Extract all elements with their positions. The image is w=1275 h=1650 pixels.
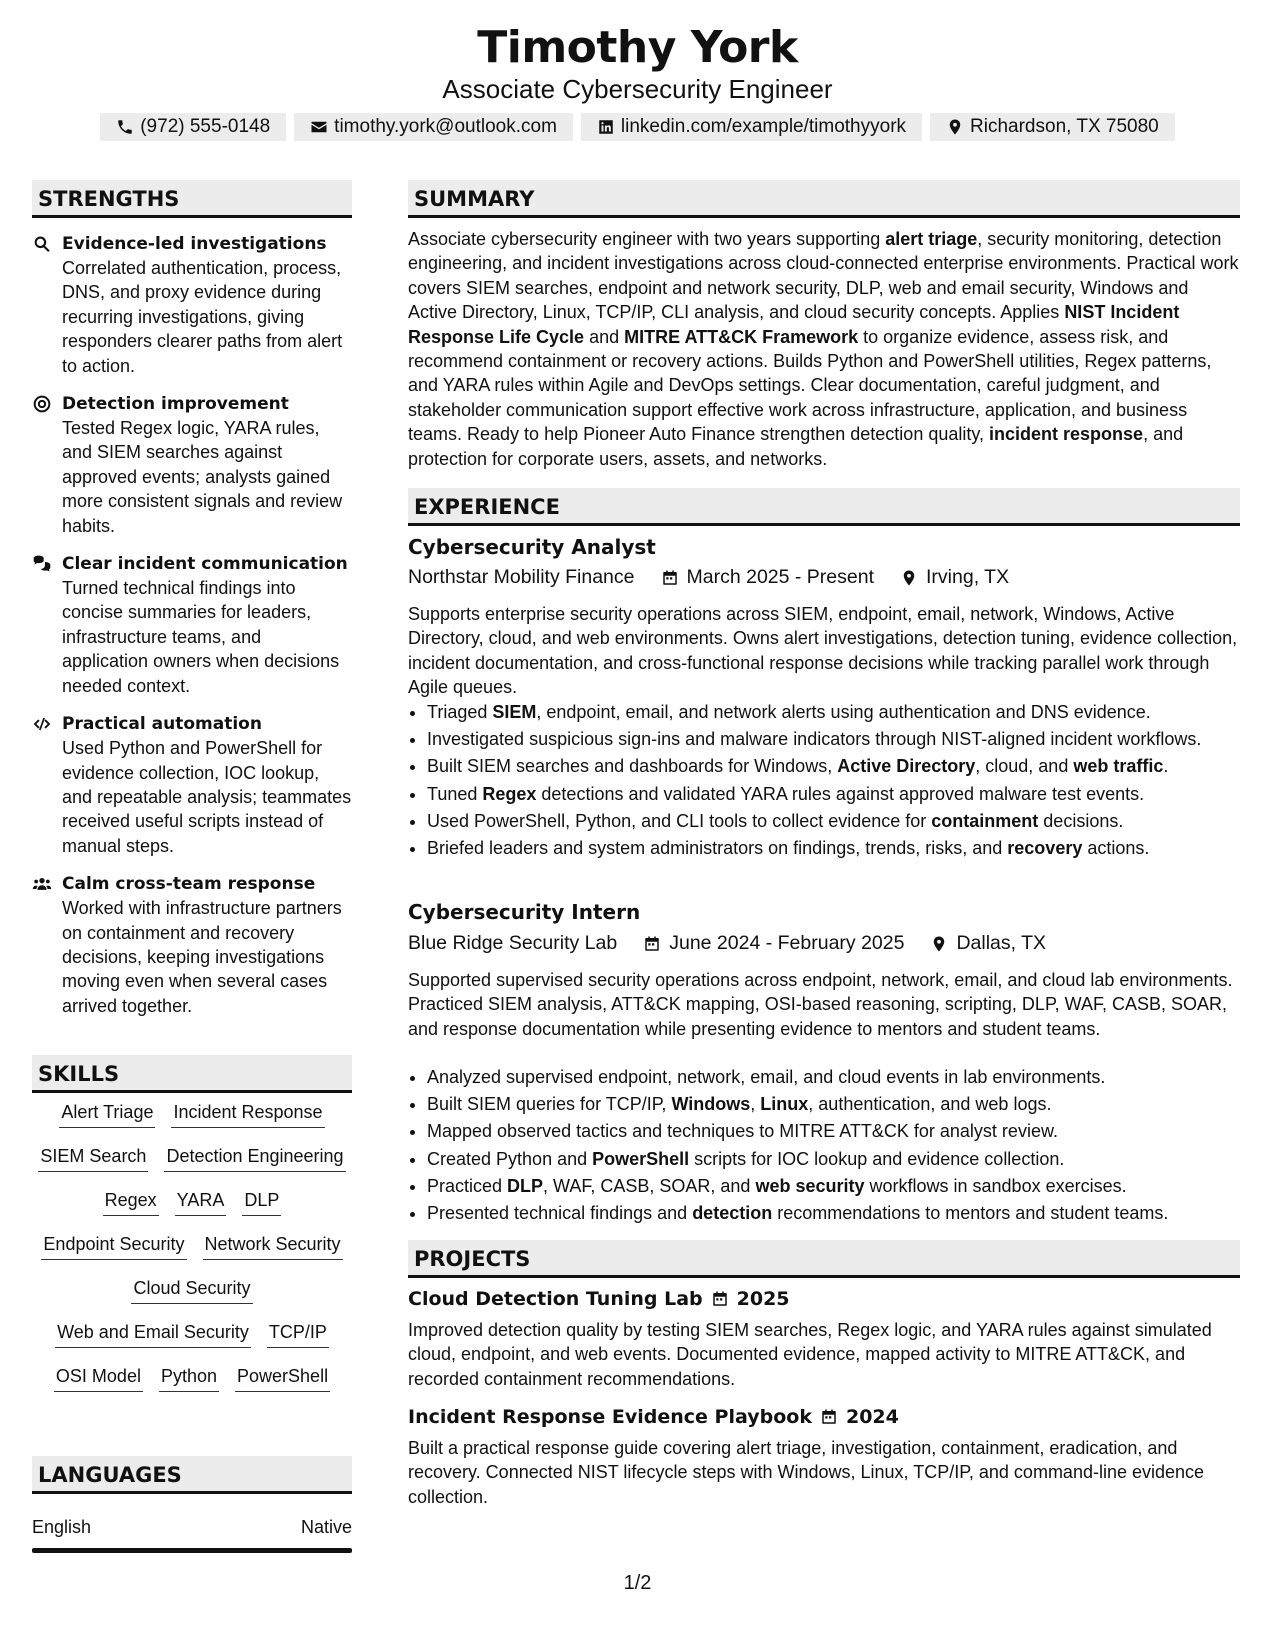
users-icon [32,874,52,894]
job-bullet [427,1147,1259,1171]
strength-text: Worked with infrastructure partners on containment and recovery decisions, keeping investigations moving even when several cases arrived together. [62,898,342,1016]
skill-tag: Web and Email Security [55,1320,251,1348]
contact-location-text: Richardson, TX 75080 [970,116,1159,137]
job-meta [408,566,1009,589]
text-segment: Triaged [427,702,493,722]
job-dates: June 2024 - February 2025 [669,932,905,954]
skill-tag: Network Security [203,1232,343,1260]
project-title: Cloud Detection Tuning Lab [408,1288,703,1310]
bold-text: MITRE ATT&CK Framework [624,326,859,347]
job-location: Dallas, TX [956,932,1047,954]
job-bullet [427,1092,1259,1116]
candidate-name: Timothy York [477,22,798,73]
bold-text: alert triage [885,229,978,249]
text-segment: , cloud, and [975,756,1074,777]
strength-item [32,712,352,858]
project-year: 2024 [845,1406,899,1428]
text-segment: decisions. [1038,810,1124,831]
project-title: Incident Response Evidence Playbook [408,1406,812,1428]
job-bullet [427,727,1259,751]
bold-text: web security [755,1175,865,1196]
skills-heading: SKILLS [32,1055,352,1093]
skill-tag: Endpoint Security [41,1232,186,1260]
job-bullet [427,782,1259,806]
skills-list [32,1100,352,1392]
bold-text: Regex [482,783,537,804]
skill-tag: Detection Engineering [164,1144,345,1172]
text-segment: Tuned [427,783,483,804]
bold-text: SIEM [492,702,537,722]
calendar-icon [820,1408,838,1426]
strength-item [32,392,352,538]
language-row [32,1517,352,1538]
job-bullet [427,754,1259,778]
skill-tag: Cloud Security [131,1276,252,1304]
contact-bar [0,113,1275,141]
envelope-icon [310,118,328,136]
skill-tag: PowerShell [235,1364,330,1392]
job-bullets [408,700,1259,863]
bold-text: web traffic [1073,756,1164,777]
skill-tag: Incident Response [171,1100,324,1128]
text-segment: Investigated suspicious sign-ins and malware indicators through NIST-aligned incident workflows. [427,729,1202,750]
text-segment: Created Python and [427,1148,593,1169]
text-segment: Practiced [427,1175,508,1196]
skill-tag: SIEM Search [38,1144,148,1172]
strength-text: Turned technical findings into concise summaries for leaders, infrastructure teams, and application owners when decisions needed context. [62,578,340,696]
strength-title: Detection improvement [62,394,289,415]
text-segment: , [750,1094,761,1115]
text-segment: Presented technical findings and [427,1203,693,1224]
bold-text: PowerShell [592,1148,690,1169]
contact-email[interactable] [294,113,573,141]
magnifier-icon [32,234,52,254]
candidate-role: Associate Cybersecurity Engineer [442,74,833,104]
text-segment: Mapped observed tactics and techniques to MITRE ATT&CK for analyst review. [427,1121,1058,1142]
bold-text: Active Directory [837,756,976,777]
strength-item [32,552,352,698]
job-description: Supported supervised security operations across endpoint, network, email, and cloud lab environments. Practiced SIEM analysis, ATT&CK mapping, OSI-based reasoning, scripting, DLP, WAF, CASB, SOAR, and response documentation while presenting evidence to mentors and student teams. [408,970,1233,1039]
project-description: Improved detection quality by testing SIEM searches, Regex logic, and YARA rules against simulated cloud, endpoint, and web events. Documented evidence, mapped activity to MITRE ATT&CK, and recorded containment recommendations. [408,1320,1212,1389]
text-segment: Briefed leaders and system administrators on findings, trends, risks, and [427,838,1008,859]
job-description: Supports enterprise security operations across SIEM, endpoint, email, network, Windows, Active Directory, cloud, and web environments. Owns alert investigations, detection tuning, evidence collection, incident documentation, and cross-functional response decisions while tracking parallel work through Agile queues. [408,604,1238,698]
language-proficiency-bar [32,1548,352,1553]
text-segment: Built SIEM queries for TCP/IP, [427,1094,672,1115]
strength-text: Tested Regex logic, YARA rules, and SIEM searches against approved events; analysts gained more consistent signals and review habits. [62,418,343,536]
bold-text: DLP [507,1175,544,1196]
page-number: 1/2 [623,1572,652,1594]
text-segment: , security monitoring, detection engineering, and incident investigations across cloud-connected enterprise environments. Practical work covers SIEM searches, endpoint and network security, DLP, web and email security, Windows and Active Directory, Linux, TCP/IP, CLI analysis, and cloud security concepts. Applies [408,229,1239,323]
contact-location [930,113,1175,141]
bold-text: detection [692,1203,773,1224]
language-level: Native [300,1517,352,1537]
location-pin-icon [900,569,918,587]
location-pin-icon [930,935,948,953]
job-bullet [427,809,1259,833]
text-segment: to organize evidence, assess risk, and recommend containment or recovery actions. Builds Python and PowerShell utilities, Regex patterns, and YARA rules within Agile and DevOps settings. Clear documentation, careful judgment, and stakeholder communication support effective work across infrastructure, application, and business teams. Ready to help Pioneer Auto Finance strengthen detection quality, [408,326,1212,445]
text-segment: Built SIEM searches and dashboards for Windows, [427,756,838,777]
job-bullet [427,700,1259,724]
job-location: Irving, TX [926,566,1010,588]
strength-title: Calm cross-team response [62,874,316,895]
strength-text: Correlated authentication, process, DNS, and proxy evidence during recurring investigations, giving responders clearer paths from alert to action. [62,258,343,376]
languages-heading: LANGUAGES [32,1456,352,1494]
strength-title: Practical automation [62,714,262,735]
project-title-row [408,1406,899,1428]
skill-tag: TCP/IP [267,1320,329,1348]
text-segment: recommendations to mentors and student teams. [772,1203,1169,1224]
comments-icon [32,554,52,574]
calendar-icon [643,935,661,953]
linkedin-icon [597,118,615,136]
text-segment: Used PowerShell, Python, and CLI tools to collect evidence for [427,810,932,831]
job-title: Cybersecurity Intern [408,900,641,924]
skill-tag: Python [159,1364,219,1392]
phone-icon [116,118,134,136]
skill-tag: Alert Triage [59,1100,155,1128]
contact-phone-text: (972) 555-0148 [140,116,271,137]
text-segment: , authentication, and web logs. [808,1094,1052,1115]
text-segment: and [584,326,625,347]
text-segment: , WAF, CASB, SOAR, and [543,1175,756,1196]
job-title: Cybersecurity Analyst [408,535,656,559]
bold-text: Windows [671,1094,751,1115]
project-description: Built a practical response guide covering alert triage, investigation, containment, eradication, and recovery. Connected NIST lifecycle steps with Windows, Linux, TCP/IP, and command-line evidence collection. [408,1438,1205,1507]
job-dates: March 2025 - Present [686,566,875,588]
strength-text: Used Python and PowerShell for evidence collection, IOC lookup, and repeatable analysis; teammates received useful scripts instead of manual steps. [62,738,352,856]
contact-email-text: timothy.york@outlook.com [334,116,557,137]
text-segment: , endpoint, email, and network alerts using authentication and DNS evidence. [536,702,1151,722]
language-name: English [32,1517,92,1537]
contact-phone[interactable] [100,113,286,141]
summary-heading: SUMMARY [408,180,1240,218]
bold-text: containment [931,810,1039,831]
bold-text: recovery [1007,838,1083,859]
summary-text [408,227,1240,471]
text-segment: , and protection for corporate users, assets, and networks. [408,424,1184,469]
job-bullet [427,1065,1259,1089]
job-bullet [427,1174,1259,1198]
bullseye-icon [32,394,52,414]
text-segment: workflows in sandbox exercises. [864,1175,1127,1196]
job-company: Blue Ridge Security Lab [408,932,618,954]
skill-tag: OSI Model [54,1364,143,1392]
skill-tag: YARA [175,1188,227,1216]
calendar-icon [711,1290,729,1308]
project-title-row [408,1288,790,1310]
text-segment: actions. [1082,838,1150,859]
bold-text: Linux [760,1094,809,1115]
project-year: 2025 [736,1288,790,1310]
strength-title: Clear incident communication [62,554,348,575]
job-bullet [427,836,1259,860]
experience-heading: EXPERIENCE [408,488,1240,526]
job-bullet [427,1201,1259,1225]
projects-heading: PROJECTS [408,1240,1240,1278]
text-segment: Analyzed supervised endpoint, network, email, and cloud events in lab environments. [427,1067,1106,1087]
job-meta [408,932,1046,955]
strength-item [32,232,352,378]
job-bullet [427,1119,1259,1143]
code-icon [32,714,52,734]
text-segment: scripts for IOC lookup and evidence collection. [689,1148,1065,1169]
job-bullets [408,1065,1259,1228]
contact-linkedin-text: linkedin.com/example/timothyyork [620,116,907,137]
location-pin-icon [946,118,964,136]
bold-text: incident response [989,424,1144,445]
bold-text: NIST Incident Response Life Cycle [408,302,1180,347]
calendar-icon [661,569,679,587]
skill-tag: DLP [242,1188,281,1216]
text-segment: . [1163,756,1169,777]
job-company: Northstar Mobility Finance [408,566,635,588]
strengths-heading: STRENGTHS [32,180,352,218]
strength-item [32,872,352,1018]
text-segment: detections and validated YARA rules against approved malware test events. [536,783,1145,804]
contact-linkedin[interactable] [581,113,922,141]
text-segment: Associate cybersecurity engineer with two years supporting [408,229,886,249]
strengths-list [32,232,352,1032]
strength-title: Evidence-led investigations [62,234,327,254]
skill-tag: Regex [103,1188,159,1216]
